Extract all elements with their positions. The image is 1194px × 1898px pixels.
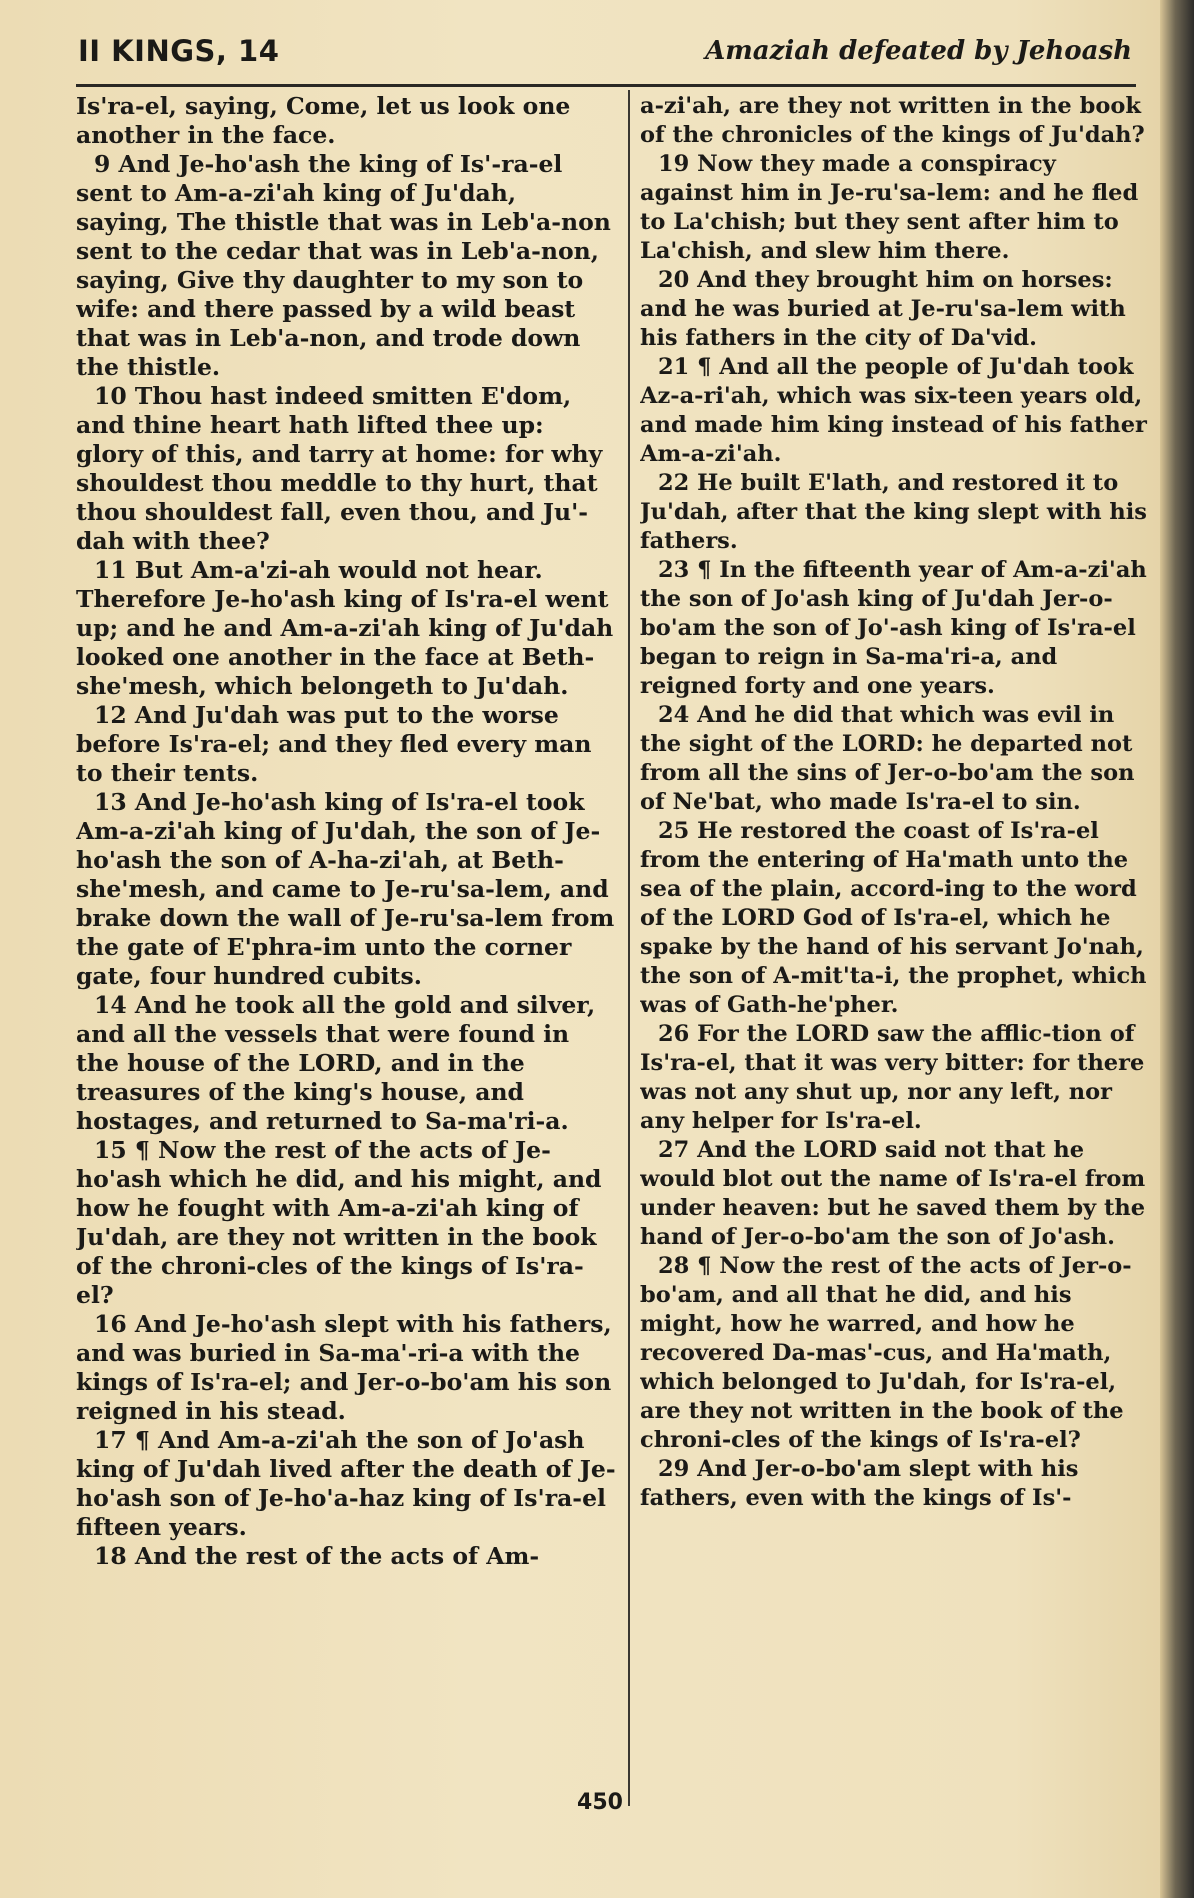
verse-15: 15 ¶ Now the rest of the acts of Je-ho'ash which he did, and his might, and how he fought with Am-a-zi'ah king of Ju'dah, are they not written in the book of the chroni-cles of the kings of Is'ra-el? — [76, 1136, 602, 1309]
verse-continuation: Is'ra-el, saying, Come, let us look one another in the face. — [76, 92, 571, 149]
right-column — [640, 92, 1150, 1808]
verse-13: 13 And Je-ho'ash king of Is'ra-el took Am-a-zi'ah king of Ju'dah, the son of Je-ho'ash the son of A-ha-zi'ah, at Beth-she'mesh, and came to Je-ru'sa-lem, and brake down the wall of Je-ru'sa-lem from the gate of E'phra-im unto the corner gate, four hundred cubits. — [76, 788, 615, 990]
verse-22: 22 He built E'lath, and restored it to Ju'dah, after that the king slept with his fathers. — [640, 470, 1147, 554]
verse-12: 12 And Ju'dah was put to the worse before Is'ra-el; and they fled every man to their tents. — [76, 701, 592, 787]
verse-25: 25 He restored the coast of Is'ra-el from the entering of Ha'math unto the sea of the plain, accord-ing to the word of the LORD God of Is'ra-el, which he spake by the hand of his servant Jo'nah, the son of A-mit'ta-i, the prophet, which was of Gath-he'pher. — [640, 818, 1147, 1018]
verse-10: 10 Thou hast indeed smitten E'dom, and thine heart hath lifted thee up: glory of this, and tarry at home: for why shouldest thou meddle to thy hurt, that thou shouldest fall, even thou, and Ju'-dah with thee? — [76, 382, 603, 555]
verse-27: 27 And the LORD said not that he would blot out the name of Is'ra-el from under heaven: but he saved them by the hand of Jer-o-bo'am the son of Jo'ash. — [640, 1137, 1146, 1250]
verse-28: 28 ¶ Now the rest of the acts of Jer-o-bo'am, and all that he did, and his might, how he warred, and how he recovered Da-mas'-cus, and Ha'math, which belonged to Ju'dah, for Is'ra-el, are they not written in the book of the chroni-cles of the kings of Is'ra-el? — [640, 1253, 1132, 1453]
verse-9: 9 And Je-ho'ash the king of Is'-ra-el sent to Am-a-zi'ah king of Ju'dah, saying, The thistle that was in Leb'a-non sent to the cedar that was in Leb'a-non, saying, Give thy daughter to my son to wife: and there passed by a wild beast that was in Leb'a-non, and trode down the thistle. — [76, 150, 611, 381]
verse-23: 23 ¶ In the fifteenth year of Am-a-zi'ah the son of Jo'ash king of Ju'dah Jer-o-bo'am the son of Jo'-ash king of Is'ra-el began to reign in Sa-ma'ri-a, and reigned forty and one years. — [640, 557, 1147, 699]
left-column — [76, 92, 616, 1808]
page-gutter-shadow — [1160, 0, 1194, 1898]
verse-14: 14 And he took all the gold and silver, and all the vessels that were found in the house of the LORD, and in the treasures of the king's house, and hostages, and returned to Sa-ma'ri-a. — [76, 991, 596, 1135]
verse-26: 26 For the LORD saw the afflic-tion of Is'ra-el, that it was very bitter: for there was not any shut up, nor any left, nor any helper for Is'ra-el. — [640, 1021, 1145, 1134]
verse-18-continuation: a-zi'ah, are they not written in the book of the chronicles of the kings of Ju'dah? — [640, 93, 1145, 148]
page-number: 450 — [577, 1790, 623, 1815]
verse-19: 19 Now they made a conspiracy against him in Je-ru'sa-lem: and he fled to La'chish; but they sent after him to La'chish, and slew him there. — [640, 151, 1139, 264]
book-chapter-heading: II KINGS, 14 — [78, 34, 280, 68]
verse-20: 20 And they brought him on horses: and he was buried at Je-ru'sa-lem with his fathers in the city of Da'vid. — [640, 267, 1126, 351]
header-rule — [76, 84, 1136, 87]
verse-16: 16 And Je-ho'ash slept with his fathers, and was buried in Sa-ma'-ri-a with the kings of Is'ra-el; and Jer-o-bo'am his son reigned in his stead. — [76, 1310, 612, 1425]
verse-29: 29 And Jer-o-bo'am slept with his fathers, even with the kings of Is'- — [640, 1456, 1079, 1511]
running-title: Amaziah defeated by Jehoash — [705, 36, 1132, 66]
verse-21: 21 ¶ And all the people of Ju'dah took Az-a-ri'ah, which was six-teen years old, and made him king instead of his father Am-a-zi'ah. — [640, 354, 1147, 467]
verse-17: 17 ¶ And Am-a-zi'ah the son of Jo'ash king of Ju'dah lived after the death of Je-ho'ash son of Je-ho'a-haz king of Is'ra-el fifteen years. — [76, 1426, 616, 1541]
column-divider — [628, 90, 630, 1806]
verse-11: 11 But Am-a'zi-ah would not hear. Therefore Je-ho'ash king of Is'ra-el went up; and he and Am-a-zi'ah king of Ju'dah looked one another in the face at Beth-she'mesh, which belongeth to Ju'dah. — [76, 556, 614, 700]
verse-24: 24 And he did that which was evil in the sight of the LORD: he departed not from all the sins of Jer-o-bo'am the son of Ne'bat, who made Is'ra-el to sin. — [640, 702, 1135, 815]
verse-18: 18 And the rest of the acts of Am- — [94, 1542, 540, 1570]
